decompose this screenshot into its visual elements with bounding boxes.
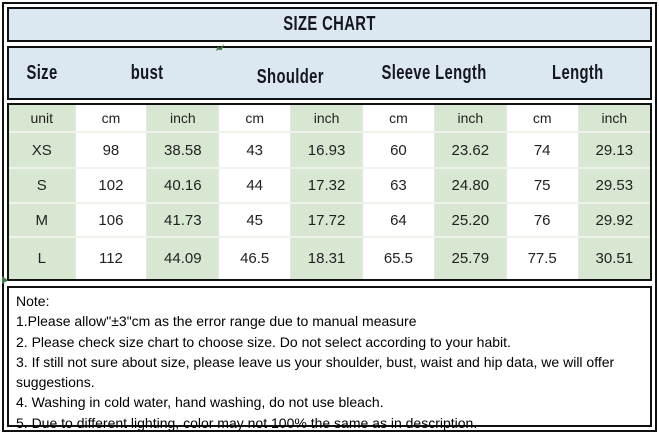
value-cell: 41.73 bbox=[147, 203, 219, 237]
value-cell: 102 bbox=[75, 168, 147, 203]
size-label-cell: S bbox=[9, 168, 75, 203]
unit-cell: inch bbox=[147, 105, 219, 132]
note-item-3: 3. If still not sure about size, please leave us your shoulder, bust, waist and hip data, we will offer suggestions. bbox=[16, 353, 615, 391]
size-table-container bbox=[7, 103, 652, 281]
value-cell: 29.92 bbox=[578, 203, 650, 237]
unit-cell: inch bbox=[434, 105, 506, 132]
unit-cell: inch bbox=[578, 105, 650, 132]
value-cell: 112 bbox=[75, 237, 147, 279]
notes-heading: Note: bbox=[16, 293, 50, 309]
column-header-size: Size bbox=[26, 61, 58, 84]
value-cell: 44 bbox=[219, 168, 291, 203]
value-cell: 98 bbox=[75, 132, 147, 168]
unit-cell: cm bbox=[219, 105, 291, 132]
unit-cell: cm bbox=[506, 105, 578, 132]
value-cell: 65.5 bbox=[363, 237, 435, 279]
outer-border-frame bbox=[2, 2, 657, 432]
unit-cell: cm bbox=[363, 105, 435, 132]
value-cell: 16.93 bbox=[291, 132, 363, 168]
value-cell: 74 bbox=[506, 132, 578, 168]
value-cell: 25.79 bbox=[434, 237, 506, 279]
table-row-l bbox=[9, 237, 650, 279]
note-item-5: 5. Due to different lighting, color may not 100% the same as in description. bbox=[16, 414, 478, 431]
value-cell: 18.31 bbox=[291, 237, 363, 279]
size-label-cell: M bbox=[9, 203, 75, 237]
value-cell: 106 bbox=[75, 203, 147, 237]
value-cell: 45 bbox=[219, 203, 291, 237]
value-cell: 43 bbox=[219, 132, 291, 168]
value-cell: 29.53 bbox=[578, 168, 650, 203]
value-cell: 75 bbox=[506, 168, 578, 203]
value-cell: 60 bbox=[363, 132, 435, 168]
note-item-1: 1.Please allow"±3"cm as the error range due to manual measure bbox=[16, 313, 417, 330]
value-cell: 44.09 bbox=[147, 237, 219, 279]
column-header-length: Length bbox=[552, 61, 604, 84]
value-cell: 29.13 bbox=[578, 132, 650, 168]
notes-section bbox=[7, 286, 652, 431]
title-bar bbox=[7, 7, 652, 42]
value-cell: 30.51 bbox=[578, 237, 650, 279]
unit-label-cell: unit bbox=[9, 105, 75, 132]
table-row-xs bbox=[9, 132, 650, 168]
unit-row bbox=[9, 105, 650, 132]
unit-cell: cm bbox=[75, 105, 147, 132]
column-header-shoulder: Shoulder bbox=[257, 65, 325, 88]
page-title: SIZE CHART bbox=[283, 13, 376, 35]
size-label-cell: L bbox=[9, 237, 75, 279]
column-header-bust: bust bbox=[130, 61, 164, 84]
value-cell: 24.80 bbox=[434, 168, 506, 203]
value-cell: 17.72 bbox=[291, 203, 363, 237]
value-cell: 25.20 bbox=[434, 203, 506, 237]
value-cell: 64 bbox=[363, 203, 435, 237]
value-cell: 77.5 bbox=[506, 237, 578, 279]
note-item-2: 2. Please check size chart to choose size. Do not select according to your habit. bbox=[16, 333, 511, 350]
table-row-m bbox=[9, 203, 650, 237]
value-cell: 46.5 bbox=[219, 237, 291, 279]
value-cell: 76 bbox=[506, 203, 578, 237]
value-cell: 38.58 bbox=[147, 132, 219, 168]
note-item-4: 4. Washing in cold water, hand washing, do not use bleach. bbox=[16, 394, 384, 411]
value-cell: 40.16 bbox=[147, 168, 219, 203]
column-header-sleeve-length: Sleeve Length bbox=[381, 61, 487, 84]
size-table bbox=[9, 105, 650, 279]
size-label-cell: XS bbox=[9, 132, 75, 168]
value-cell: 23.62 bbox=[434, 132, 506, 168]
column-header-band bbox=[7, 46, 652, 100]
table-row-s bbox=[9, 168, 650, 203]
value-cell: 63 bbox=[363, 168, 435, 203]
value-cell: 17.32 bbox=[291, 168, 363, 203]
unit-cell: inch bbox=[291, 105, 363, 132]
